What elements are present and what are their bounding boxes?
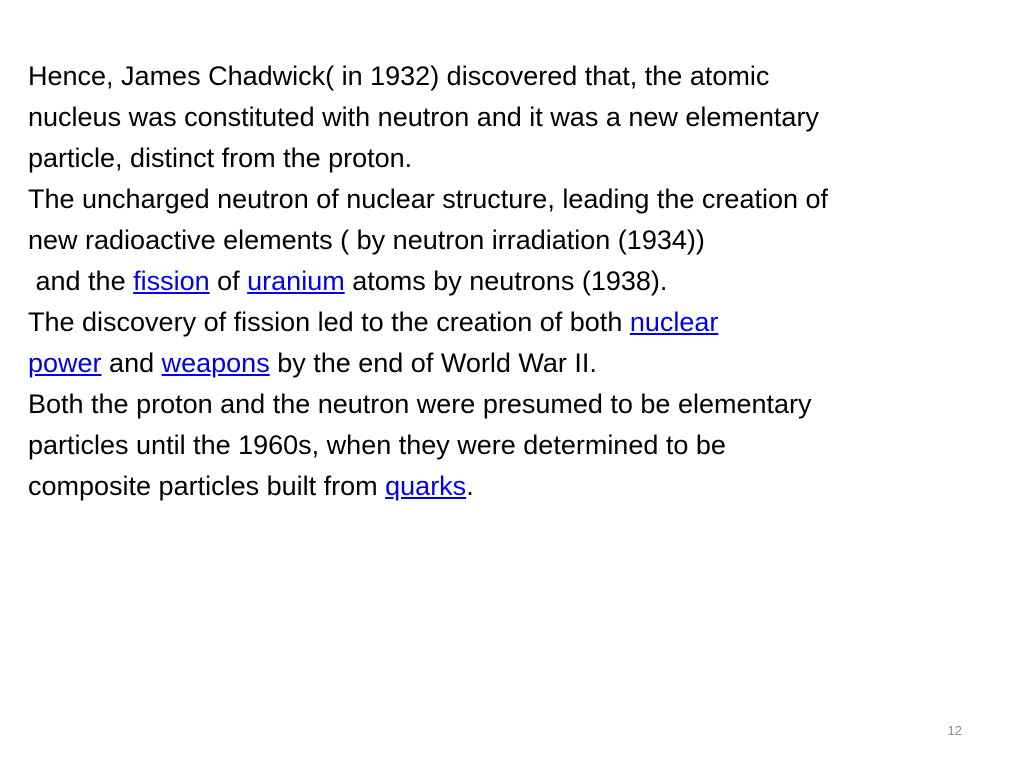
text-line: The uncharged neutron of nuclear structure, leading the creation of xyxy=(28,184,829,214)
text-line: nucleus was constituted with neutron and it was a new elementary xyxy=(28,102,819,132)
text-fragment: and the xyxy=(28,266,134,296)
text-fragment: of xyxy=(209,266,248,296)
text-line: new radioactive elements ( by neutron irradiation (1934)) xyxy=(28,225,705,255)
text-line-with-links xyxy=(28,466,988,507)
slide-body-text xyxy=(28,56,988,507)
text-line-with-links xyxy=(28,343,988,384)
text-line: particles until the 1960s, when they were determined to be xyxy=(28,430,726,460)
text-fragment: and xyxy=(101,348,162,378)
fission-link[interactable]: fission xyxy=(133,266,210,296)
text-line: particle, distinct from the proton. xyxy=(28,143,413,173)
text-fragment: atoms by neutrons (1938). xyxy=(344,266,668,296)
nuclear-power-link[interactable]: nuclear xyxy=(629,307,719,337)
text-line: Hence, James Chadwick( in 1932) discovered that, the atomic xyxy=(28,61,770,91)
text-fragment: . xyxy=(466,471,474,501)
text-line: Both the proton and the neutron were presumed to be elementary xyxy=(28,389,812,419)
text-fragment: The discovery of fission led to the creation of both xyxy=(28,307,630,337)
quarks-link[interactable]: quarks xyxy=(385,471,467,501)
text-line-with-links xyxy=(28,302,988,343)
weapons-link[interactable]: weapons xyxy=(161,348,270,378)
uranium-link[interactable]: uranium xyxy=(247,266,345,296)
page-number: 12 xyxy=(947,723,962,738)
nuclear-power-link-continued[interactable]: power xyxy=(28,348,102,378)
text-line-with-links xyxy=(28,261,988,302)
text-fragment: composite particles built from xyxy=(28,471,386,501)
text-fragment: by the end of World War II. xyxy=(269,348,597,378)
